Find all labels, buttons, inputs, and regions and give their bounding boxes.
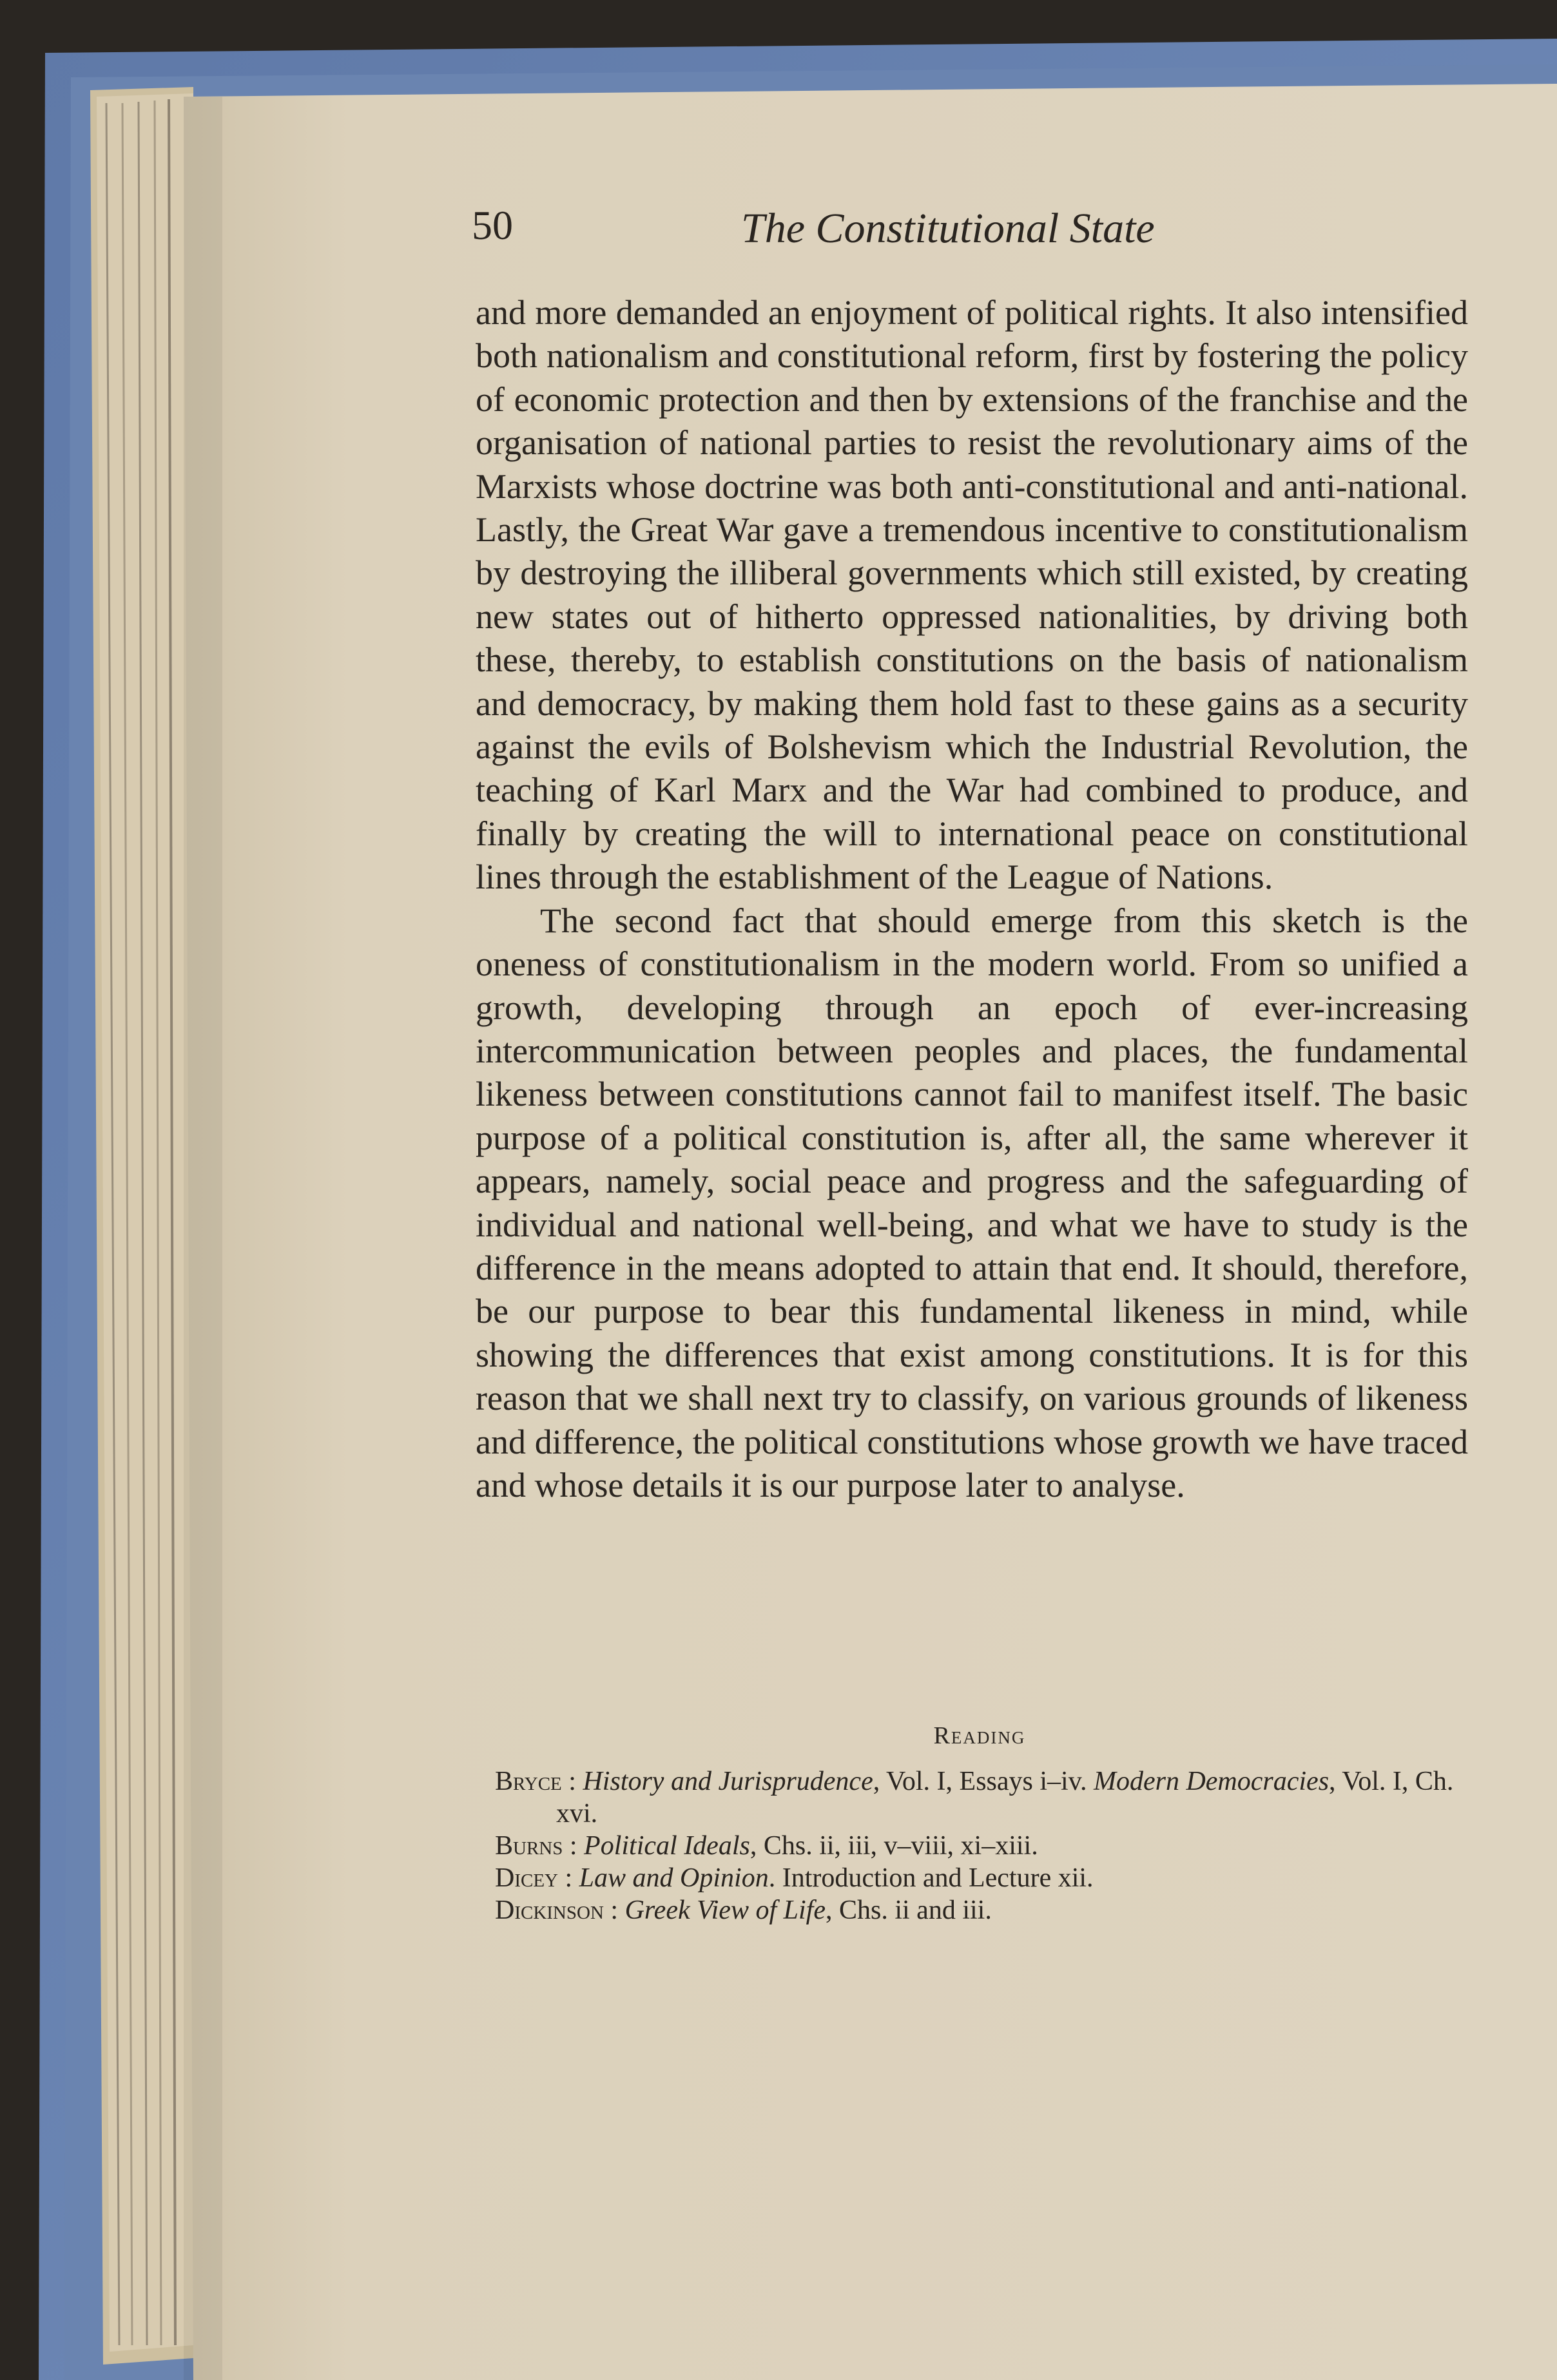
reading-heading: Reading: [933, 1722, 1026, 1749]
reference-separator: :: [558, 1863, 579, 1893]
paragraph: and more demanded an enjoyment of political rights. It also intensified both nationalism and constitutional reform, first by fostering the policy of economic protection and then by extensions of the franchise and the organisation of national parties to resist the revolutionary aims of the Marxists whose doctrine was both anti-constitutional and anti-national. Lastly, the Great War gave a tremendous incentive to constitutionalism by destroying the illiberal governments which still existed, by creating new states out of hitherto oppressed nationalities, by driving both these, thereby, to establish constitutions on the basis of nationalism and democracy, by making them hold fast to these gains as a security against the evils of Bolshevism which the Industrial Revolution, the teaching of Karl Marx and the War had combined to produce, and finally by creating the will to international peace on constitutional lines through the establishment of the League of Nations.: [476, 293, 1468, 897]
reference-item: [495, 1862, 1475, 1894]
reference-detail-secondary: , Vol. I, Ch. xvi.: [556, 1767, 1454, 1828]
reference-author: Dicey: [495, 1863, 558, 1893]
reference-item: [495, 1765, 1475, 1830]
reference-title: Greek View of Life: [624, 1895, 826, 1925]
reference-author: Dickinson: [495, 1895, 604, 1925]
reference-detail: , Chs. ii, iii, v–viii, xi–xiii.: [749, 1831, 1038, 1861]
reference-author: Burns: [495, 1831, 563, 1861]
reference-item: [495, 1894, 1475, 1926]
reference-separator: :: [561, 1767, 583, 1796]
reference-separator: :: [563, 1831, 585, 1861]
reference-item: [495, 1830, 1475, 1862]
reading-list: [495, 1765, 1475, 1926]
reference-detail: , Chs. ii and iii.: [825, 1895, 992, 1925]
page-number: 50: [472, 202, 513, 248]
page-stack-edges: [90, 87, 193, 2365]
reference-author: Bryce: [495, 1767, 562, 1796]
paragraph: The second fact that should emerge from this sketch is the oneness of constitutionalism in the modern world. From so unified a growth, developing through an epoch of ever-increasing intercommunication between peoples and places, the fundamental likeness between constitutions cannot fail to manifest itself. The basic purpose of a political constitution is, after all, the same wherever it appears, namely, social peace and progress and the safeguarding of individual and national well-being, and what we have to study is the difference in the means adopted to attain that end. It should, therefore, be our purpose to bear this fundamental likeness in mind, while showing the differences that exist among constitutions. It is for this reason that we shall next try to classify, on various grounds of likeness and difference, the political constitutions whose growth we have traced and whose details it is our purpose later to analyse.: [476, 901, 1468, 1504]
body-text: [476, 291, 1468, 1507]
reference-detail: , Vol. I, Essays i–iv.: [873, 1767, 1094, 1796]
reference-detail: . Introduction and Lecture xii.: [768, 1863, 1094, 1893]
reference-title: Political Ideals: [584, 1831, 750, 1861]
reference-title: Law and Opinion: [579, 1863, 769, 1893]
reference-title-secondary: Modern Democracies: [1093, 1767, 1330, 1796]
reference-separator: :: [603, 1895, 625, 1925]
gutter-shadow: [184, 97, 222, 2380]
reference-title: History and Jurisprudence: [583, 1767, 873, 1796]
running-title: The Constitutional State: [741, 205, 1155, 252]
